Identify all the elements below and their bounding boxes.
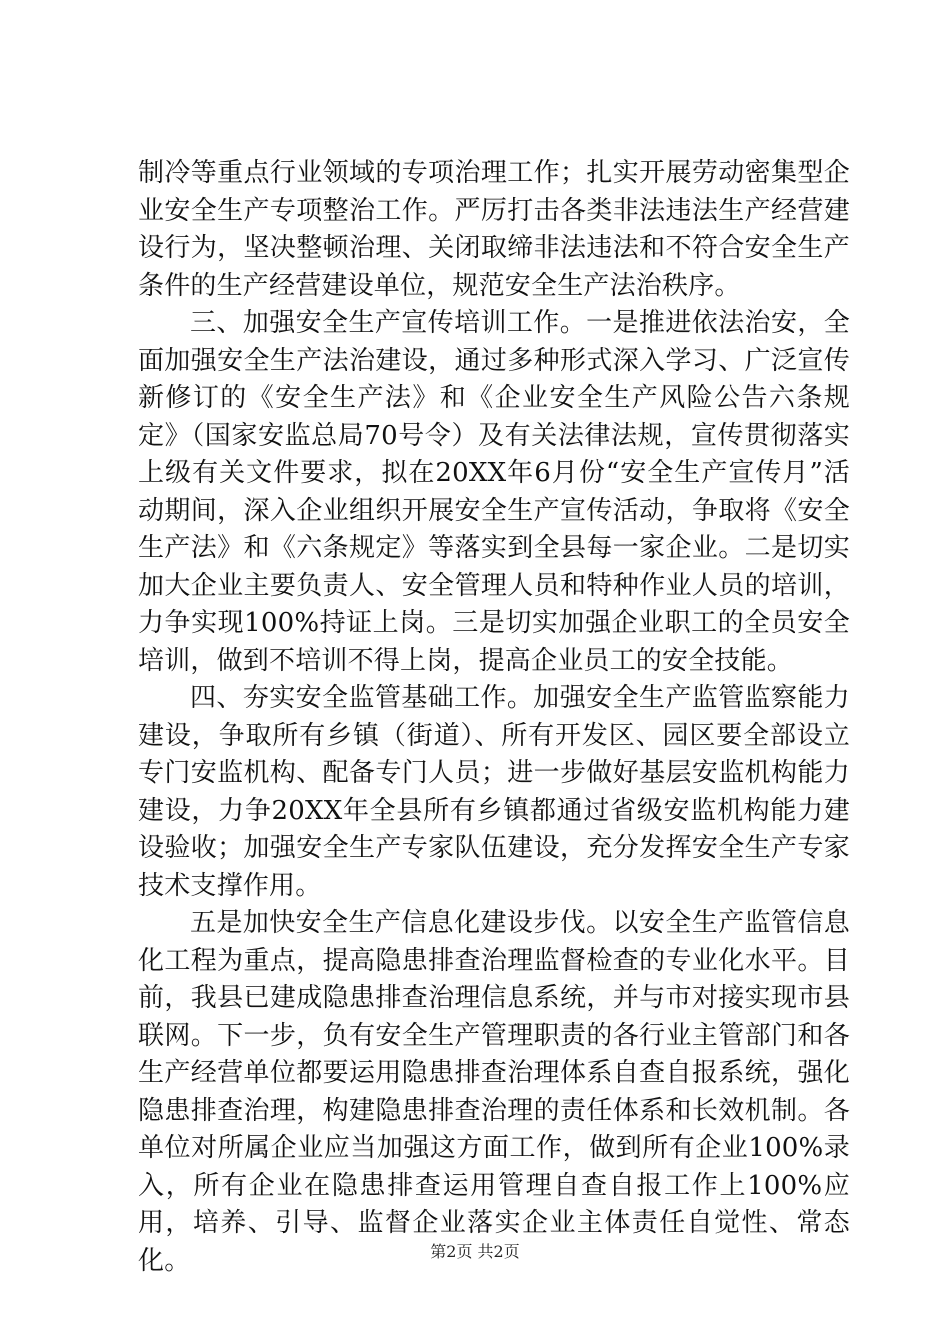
document-body (138, 155, 850, 1280)
paragraph-section-four: 四、夯实安全监管基础工作。加强安全生产监管监察能力建设，争取所有乡镇（街道）、所有开发区、园区要全部设立专门安监机构、配备专门人员；进一步做好基层安监机构能力建设，力争20XX年全县所有乡镇都通过省级安监机构能力建设验收；加强安全生产专家队伍建设，充分发挥安全生产专家技术支撑作用。 (138, 683, 850, 901)
paragraph-continuation: 制冷等重点行业领域的专项治理工作；扎实开展劳动密集型企业安全生产专项整治工作。严厉打击各类非法违法生产经营建设行为，坚决整顿治理、关闭取缔非法违法和不符合安全生产条件的生产经营建设单位，规范安全生产法治秩序。 (138, 158, 850, 301)
page-number-footer: 第2页 共2页 (430, 1242, 520, 1261)
paragraph-section-three: 三、加强安全生产宣传培训工作。一是推进依法治安，全面加强安全生产法治建设，通过多种形式深入学习、广泛宣传新修订的《安全生产法》和《企业安全生产风险公告六条规定》（国家安监总局70号令）及有关法律法规，宣传贯彻落实上级有关文件要求，拟在20XX年6月份“安全生产宣传月”活动期间，深入企业组织开展安全生产宣传活动，争取将《安全生产法》和《六条规定》等落实到全县每一家企业。二是切实加大企业主要负责人、安全管理人员和特种作业人员的培训，力争实现100%持证上岗。三是切实加强企业职工的全员安全培训，做到不培训不得上岗，提高企业员工的安全技能。 (138, 308, 850, 676)
paragraph-section-five: 五是加快安全生产信息化建设步伐。以安全生产监管信息化工程为重点，提高隐患排查治理监督检查的专业化水平。目前，我县已建成隐患排查治理信息系统，并与市对接实现市县联网。下一步，负有安全生产管理职责的各行业主管部门和各生产经营单位都要运用隐患排查治理体系自查自报系统，强化隐患排查治理，构建隐患排查治理的责任体系和长效机制。各单位对所属企业应当加强这方面工作，做到所有企业100%录入，所有企业在隐患排查运用管理自查自报工作上100%应用，培养、引导、监督企业落实企业主体责任自觉性、常态化。 (138, 908, 850, 1276)
